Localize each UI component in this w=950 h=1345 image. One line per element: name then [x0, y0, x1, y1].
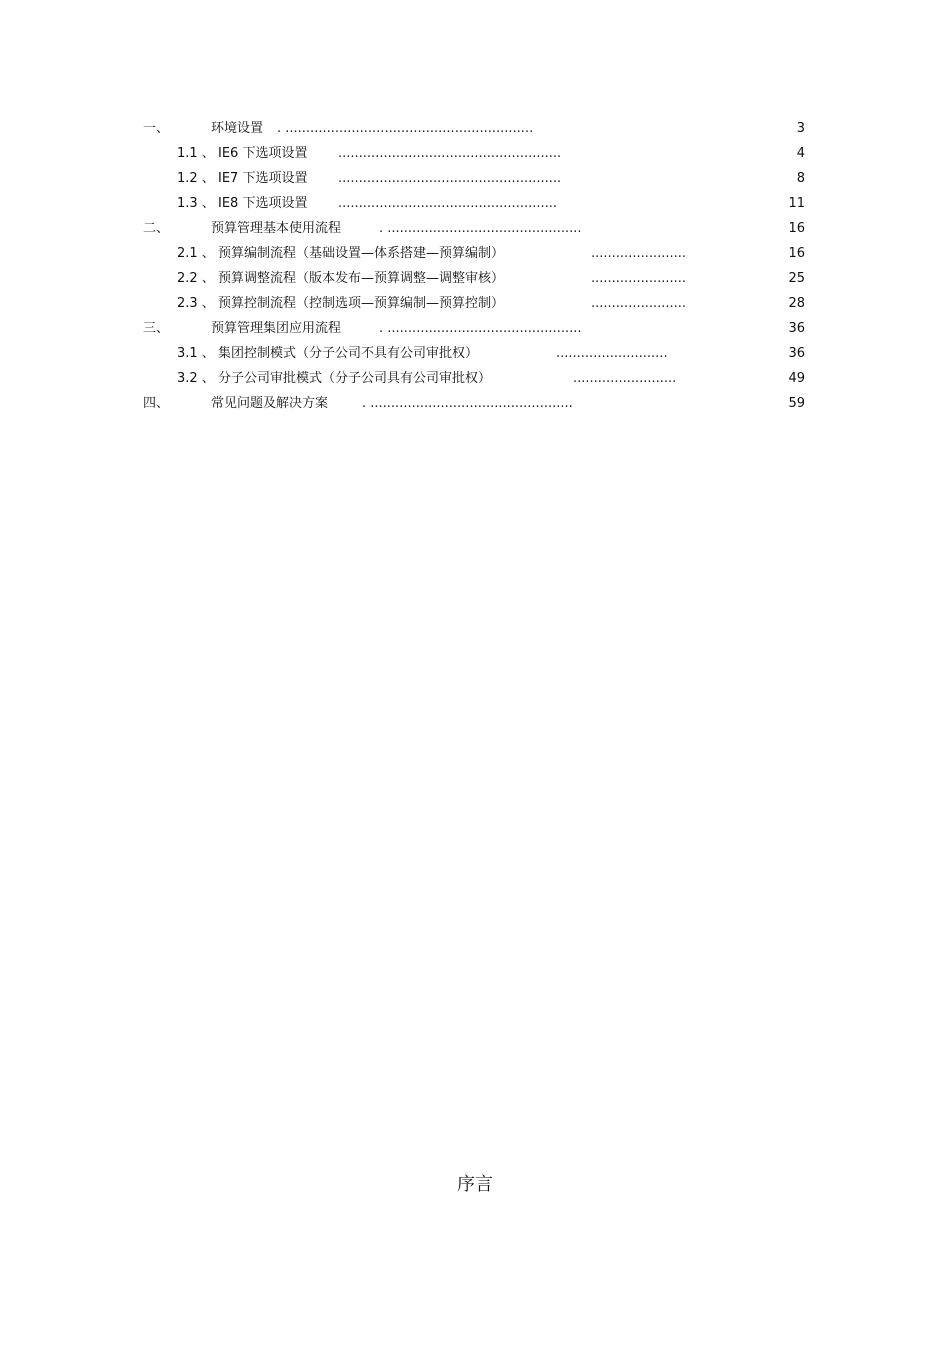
- toc-leader: ......................................................: [338, 146, 562, 161]
- toc-entry[interactable]: [0, 143, 950, 165]
- toc-entry[interactable]: [0, 293, 950, 315]
- toc-page-number: 4: [796, 146, 805, 161]
- toc-leader: . .................................................: [362, 396, 573, 411]
- toc-leader: .......................: [591, 271, 687, 286]
- toc-entry[interactable]: [0, 343, 950, 365]
- toc-title: IE7 下选项设置: [218, 171, 308, 186]
- toc-page-number: 11: [788, 196, 805, 211]
- toc-page-number: 8: [796, 171, 805, 186]
- toc-page-number: 25: [788, 271, 805, 286]
- toc-number: 四、: [143, 396, 170, 411]
- toc-leader: .........................: [573, 371, 677, 386]
- toc-number: 1.1 、: [177, 146, 215, 161]
- toc-number: 1.2 、: [177, 171, 215, 186]
- toc-page-number: 3: [796, 121, 805, 136]
- toc-entry[interactable]: [0, 193, 950, 215]
- toc-entry[interactable]: [0, 218, 950, 240]
- toc-entry[interactable]: [0, 368, 950, 390]
- toc-title: 常见问题及解决方案: [211, 396, 329, 411]
- toc-leader: .......................: [591, 296, 687, 311]
- toc-title: 集团控制模式（分子公司不具有公司审批权）: [218, 346, 479, 361]
- toc-number: 1.3 、: [177, 196, 215, 211]
- toc-page-number: 49: [788, 371, 805, 386]
- toc-title: 预算控制流程（控制选项—预算编制—预算控制）: [218, 296, 505, 311]
- toc-entry[interactable]: [0, 268, 950, 290]
- toc-leader: .....................................................: [338, 196, 558, 211]
- preface-heading: 序言: [457, 1174, 493, 1195]
- toc-entry[interactable]: [0, 118, 950, 140]
- toc-entry[interactable]: [0, 168, 950, 190]
- toc-number: 三、: [143, 321, 170, 336]
- toc-leader: ...........................: [556, 346, 668, 361]
- toc-title: 分子公司审批模式（分子公司具有公司审批权）: [218, 371, 492, 386]
- toc-number: 3.2 、: [177, 371, 215, 386]
- toc-number: 2.2 、: [177, 271, 215, 286]
- toc-number: 2.3 、: [177, 296, 215, 311]
- toc-title: 预算管理集团应用流程: [211, 321, 342, 336]
- toc-page-number: 16: [788, 246, 805, 261]
- toc-title: 预算编制流程（基础设置—体系搭建—预算编制）: [218, 246, 505, 261]
- toc-page-number: 59: [788, 396, 805, 411]
- toc-page-number: 36: [788, 321, 805, 336]
- toc-number: 2.1 、: [177, 246, 215, 261]
- toc-title: 环境设置: [211, 121, 264, 136]
- toc-leader: ......................................................: [338, 171, 562, 186]
- toc-title: IE8 下选项设置: [218, 196, 308, 211]
- toc-entry[interactable]: [0, 318, 950, 340]
- toc-leader: . ............................................................: [277, 121, 534, 136]
- toc-number: 一、: [143, 121, 170, 136]
- toc-leader: . ...............................................: [379, 221, 582, 236]
- toc-page-number: 28: [788, 296, 805, 311]
- toc-title: 预算调整流程（版本发布—预算调整—调整审核）: [218, 271, 505, 286]
- toc-title: 预算管理基本使用流程: [211, 221, 342, 236]
- toc-leader: .......................: [591, 246, 687, 261]
- toc-entry[interactable]: [0, 393, 950, 415]
- toc-leader: . ...............................................: [379, 321, 582, 336]
- toc-number: 二、: [143, 221, 170, 236]
- toc-entry[interactable]: [0, 243, 950, 265]
- toc-title: IE6 下选项设置: [218, 146, 308, 161]
- toc-number: 3.1 、: [177, 346, 215, 361]
- toc-page-number: 36: [788, 346, 805, 361]
- toc-page-number: 16: [788, 221, 805, 236]
